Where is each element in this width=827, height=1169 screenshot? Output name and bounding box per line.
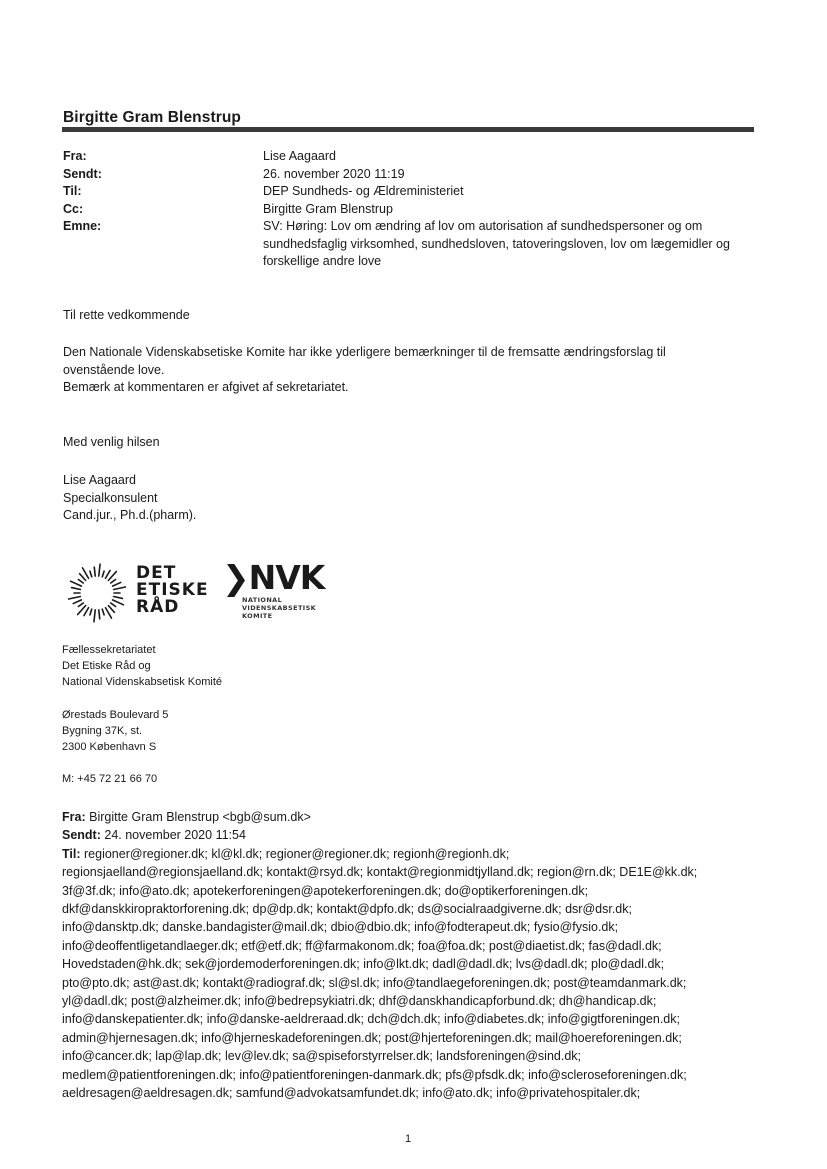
sunburst-ray [78,603,83,607]
sent-label: Sendt: [63,166,102,181]
fwd-to-line: info@danskepatienter.dk; info@danske-aeldreraad.dk; dch@dch.dk; info@diabetes.dk; info@gigtforeningen.dk; [62,1012,680,1027]
printout-owner-name: Birgitte Gram Blenstrup [63,109,241,126]
subject-label: Emne: [63,219,102,233]
header-row-to [63,183,763,201]
sunburst-ray [106,570,111,578]
to-value: DEP Sundheds- og Ældreministeriet [263,184,464,198]
sunburst-ray [78,579,83,583]
etiske-line-1: DET [136,563,177,583]
address-line-1: Ørestads Boulevard 5 [62,709,169,721]
signature-title: Specialkonsulent [63,490,158,505]
fwd-to-line: Til: regioner@regioner.dk; kl@kl.dk; regioner@regioner.dk; regionh@regionh.dk; [62,846,510,861]
header-row-subject [63,218,763,271]
message-paragraph-1: Den Nationale Videnskabsetiske Komite har ikke yderligere bemærkninger til de fremsatte ændringsforslag til ovenstående love. [63,345,666,377]
sunburst-ray [111,603,116,607]
header-row-sent [63,166,763,184]
sunburst-ray [72,588,81,590]
sunburst-ray [94,567,95,576]
sunburst-ray [73,600,81,604]
sunburst-icon [64,562,130,624]
closing: Med venlig hilsen [63,435,160,449]
sunburst-ray [114,587,126,590]
header-row-cc [63,201,763,219]
sunburst-ray [102,609,104,615]
fwd-to-line: aeldresagen@aeldresagen.dk; samfund@advokatsamfundet.dk; info@ato.dk; info@privatehospitaler.dk; [62,1086,641,1101]
fwd-to-line: Hovedstaden@hk.dk; sek@jordemoderforeningen.dk; info@lkt.dk; dadl@dadl.dk; lvs@dadl.dk; plo@dadl.dk; [62,957,665,972]
nvk-subtitle [242,596,316,620]
fwd-from-row [62,808,762,826]
sunburst-ray [114,597,123,599]
fwd-from-value: Birgitte Gram Blenstrup <bgb@sum.dk> [89,810,311,824]
sunburst-ray [90,571,92,577]
from-label: Fra: [63,149,87,163]
fwd-sent-row [62,826,762,844]
signature-block [63,472,753,525]
nvk-logo [222,558,325,620]
sunburst-ray [90,609,92,615]
fwd-to-line: info@deoffentligetandlaeger.dk; etf@etf.dk; ff@farmakonom.dk; foa@foa.dk; post@diaetist.dk; fas@dadl.dk; [62,938,662,953]
address-line-3: 2300 København S [62,741,157,753]
sunburst-ray [99,610,100,619]
fwd-to-label: Til: [62,846,81,861]
nvk-line-3: KOMITE [242,612,273,620]
sunburst-ray [80,574,86,581]
signature-degree: Cand.jur., Ph.d.(pharm). [63,508,197,522]
fwd-to-line: admin@hjernesagen.dk; info@hjerneskadeforeningen.dk; post@hjerteforeningen.dk; mail@hoereforeningen.dk; [62,1030,682,1045]
fwd-to-line: regionsjaelland@regionsjaelland.dk; kontakt@rsyd.dk; kontakt@regionmidtjylland.dk; region@rn.dk; DE1E@kk.dk; [62,865,698,880]
cc-label: Cc: [63,201,84,216]
signature-name: Lise Aagaard [63,473,136,487]
page-number: 1 [405,1133,412,1145]
sunburst-ray [84,608,89,616]
sunburst-ray [111,579,116,583]
sunburst-ray [113,600,124,605]
fwd-to-line: pto@pto.dk; ast@ast.dk; kontakt@radiograf.dk; sl@sl.dk; info@tandlaegeforeningen.dk; post@teamdanmark.dk; [62,975,687,990]
org-line-3: National Videnskabsetisk Komité [62,676,222,688]
fwd-sent-label: Sendt: [62,828,101,843]
message-paragraph-2: Bemærk at kommentaren er afgivet af sekretariatet. [63,380,349,394]
fwd-recipient-list [62,845,762,1103]
nvk-line-1: NATIONAL [242,596,283,604]
cc-value: Birgitte Gram Blenstrup [263,201,393,216]
sunburst-ray [71,581,82,586]
fwd-to-line: medlem@patientforeningen.dk; info@patientforeningen-danmark.dk; pfs@pfsdk.dk; info@scleroseforeningen.dk; [62,1067,687,1082]
to-label: Til: [63,184,82,198]
greeting: Til rette vedkommende [63,308,190,322]
address-block [62,707,168,755]
etiske-line-2: ETISKE [136,580,209,600]
sunburst-ray [102,571,104,577]
fwd-from-label: Fra: [62,810,86,824]
org-line-1: Fællessekretariatet [62,644,156,656]
org-line-2: Det Etiske Råd og [62,660,151,672]
logos [64,558,364,632]
organisation-block [62,642,222,690]
sunburst-ray [113,582,121,586]
forwarded-message-header [62,808,762,1103]
fwd-to-line: yl@dadl.dk; post@alzheimer.dk; info@bedrepsykiatri.dk; dhf@danskhandicapforbund.dk; dh@handicap.dk; [62,994,657,1009]
det-etiske-raad-logo [64,562,209,629]
header-rule [62,127,754,132]
fwd-sent-value: 24. november 2020 11:54 [104,828,246,843]
fwd-to-line: 3f@3f.dk; info@ato.dk; apotekerforeningen@apotekerforeningen.dk; do@optikerforeningen.dk; [62,883,589,898]
subject-value: SV: Høring: Lov om ændring af lov om autorisation af sundhedspersoner og om sundhedsfaglig virksomhed, sundhedsloven, tatoveringsloven, lov om lægemidler og forskellige andre love [263,219,730,268]
fwd-to-line: info@cancer.dk; lap@lap.dk; lev@lev.dk; sa@spiseforstyrrelser.dk; landsforeningen@sind.dk; [62,1049,582,1064]
fwd-to-line: info@dansktp.dk; danske.bandagister@mail.dk; dbio@dbio.dk; info@fodterapeut.dk; fysio@fysio.dk; [62,920,619,935]
nvk-wordmark: ❯NVK [222,558,325,597]
email-header-fields [63,148,763,271]
sent-value: 26. november 2020 11:19 [263,166,405,181]
phone-number: M: +45 72 21 66 70 [62,773,158,785]
sunburst-ray [94,610,95,622]
sunburst-ray [99,564,100,576]
fwd-to-line: dkf@danskkiropraktorforening.dk; dp@dp.dk; kontakt@dpfo.dk; ds@socialraadgiverne.dk; dsr@dsr.dk; [62,902,632,917]
header-row-from [63,148,763,166]
nvk-line-2: VIDENSKABSETISK [242,604,317,612]
etiske-line-3: RÅD [136,597,180,617]
from-value: Lise Aagaard [263,149,336,163]
sunburst-ray [69,597,81,600]
sunburst-ray [108,606,114,613]
address-line-2: Bygning 37K, st. [62,725,143,737]
det-etiske-raad-wordmark [136,565,209,616]
